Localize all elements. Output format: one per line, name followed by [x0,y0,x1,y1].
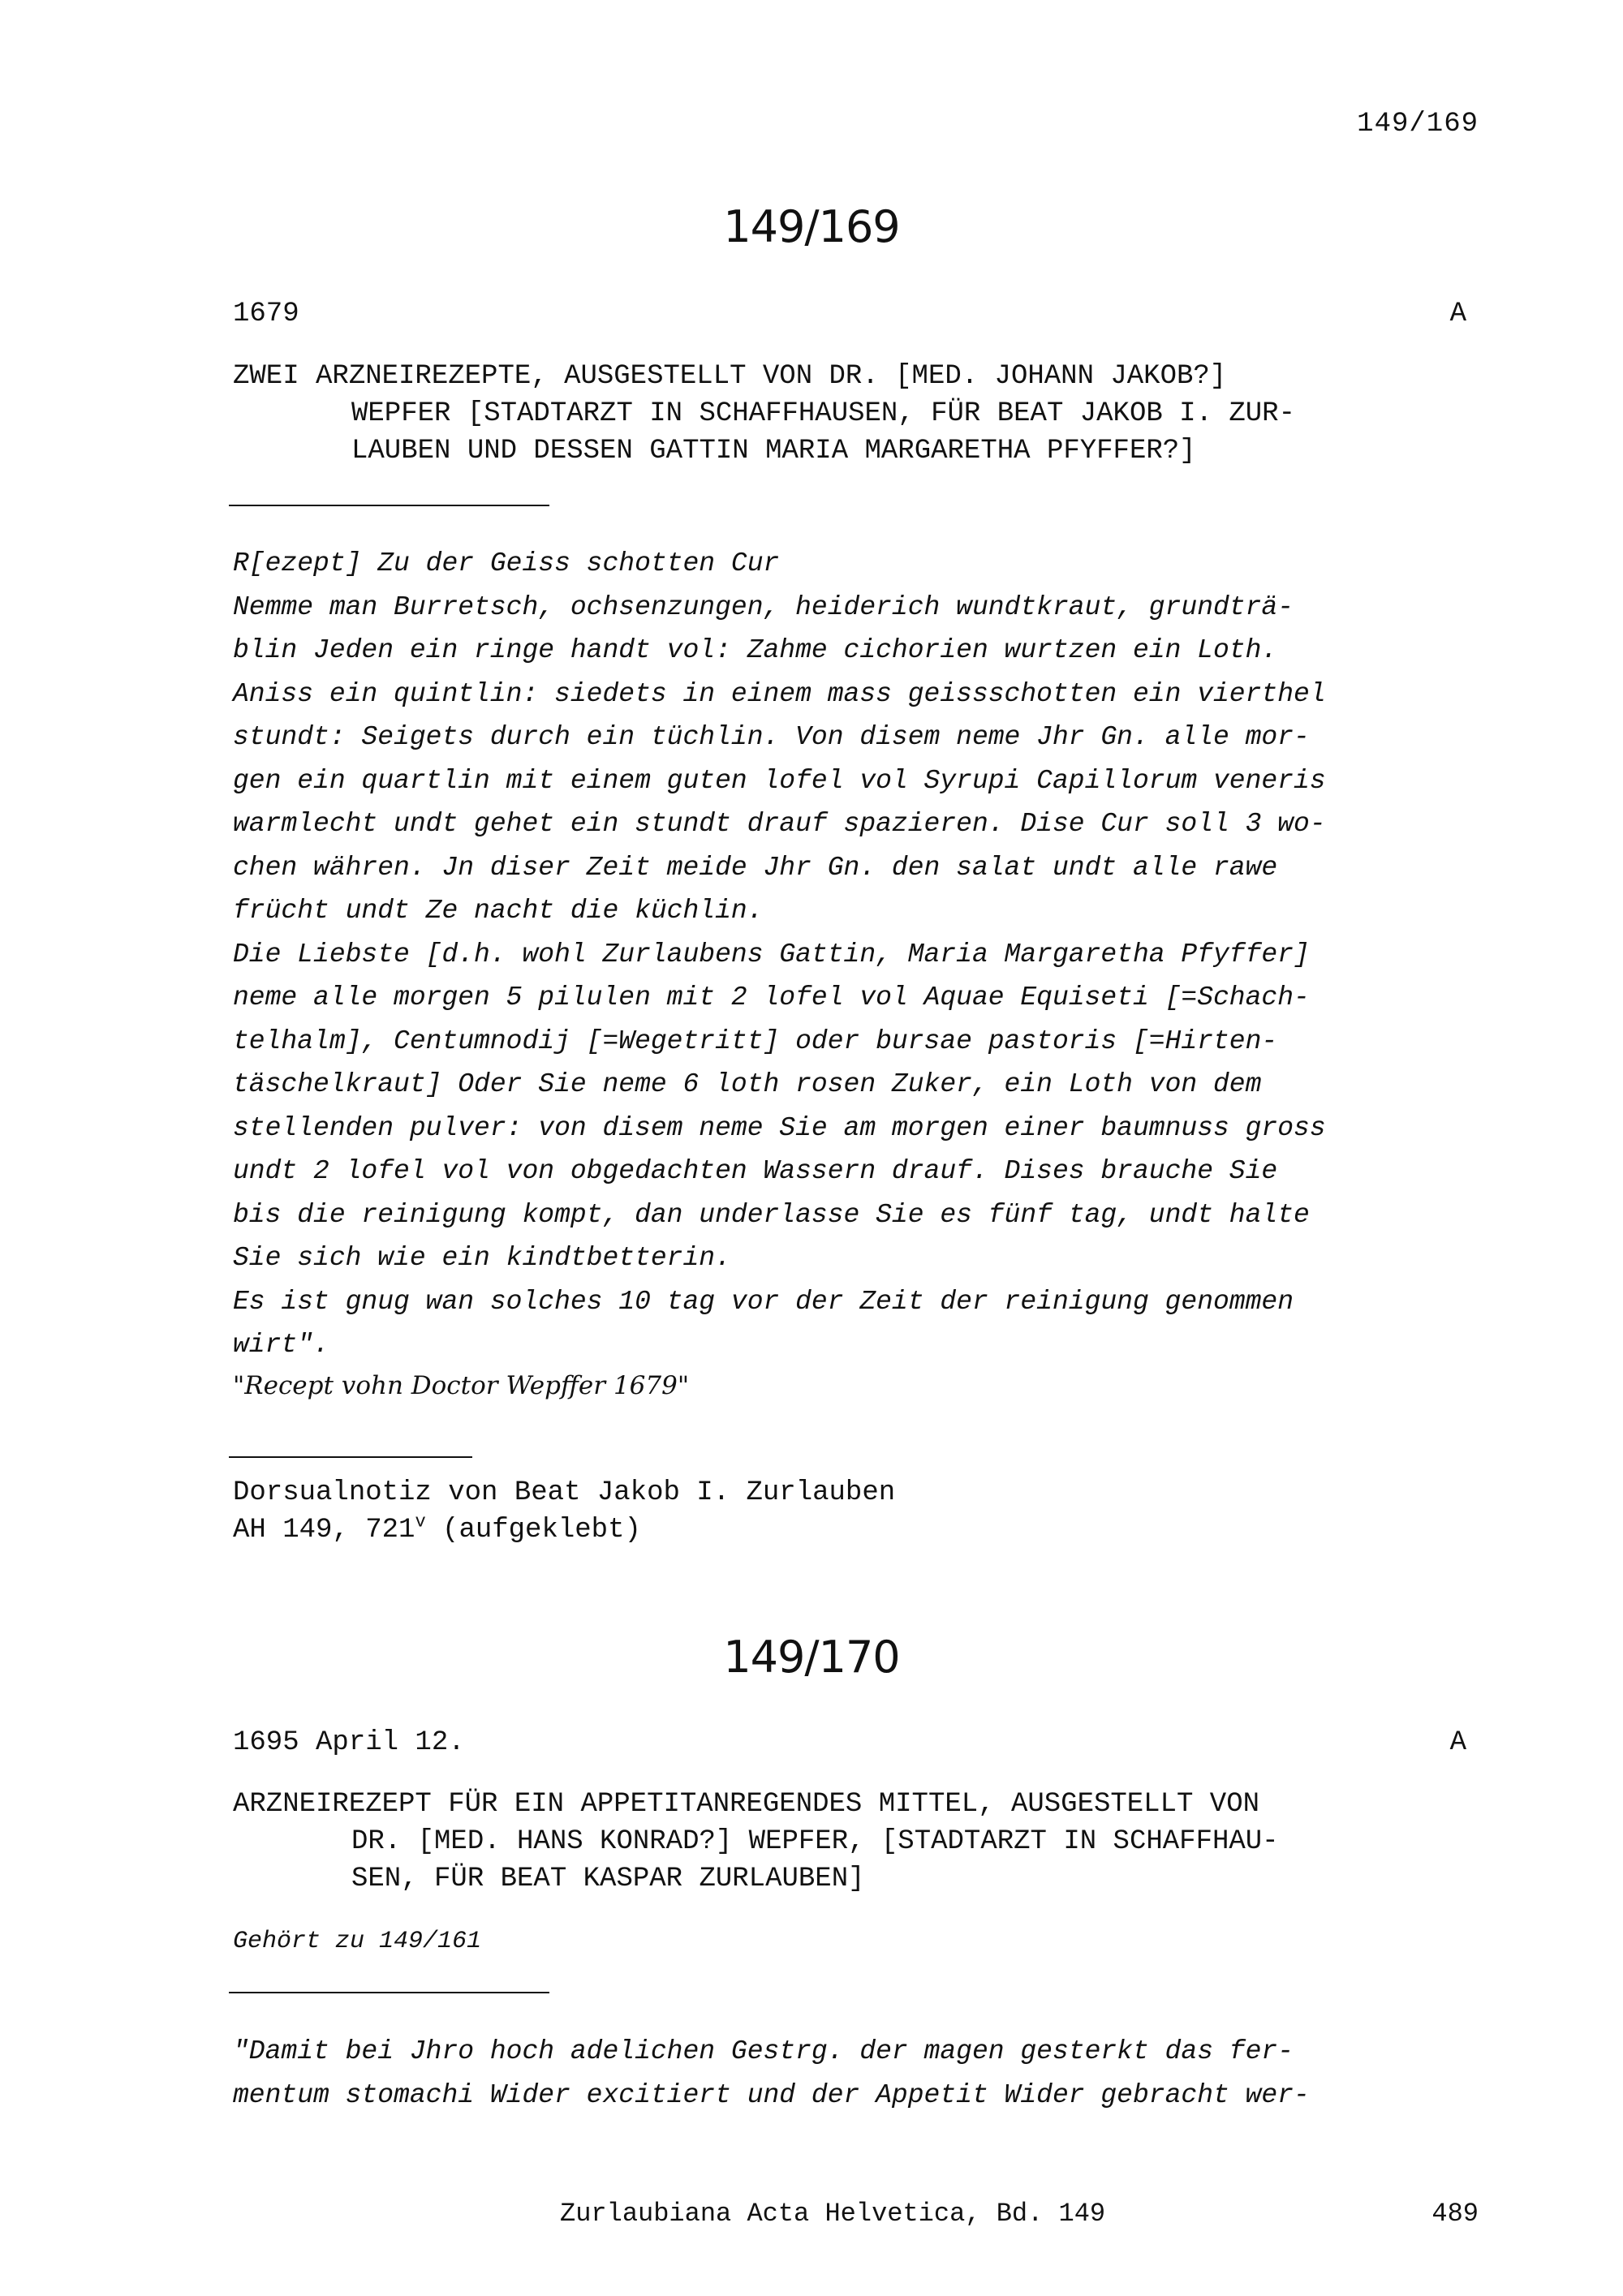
text-line: Aniss ein quintlin: siedets in einem mass geissschotten ein vierthel [233,678,1326,709]
text-line: Die Liebste [d.h. wohl Zurlaubens Gattin, Maria Margaretha Pfyffer] [233,939,1310,970]
cross-reference: Gehört zu 149/161 [233,1928,482,1955]
document-number: 149/169 [723,201,900,252]
title-line: ZWEI ARZNEIREZEPTE, AUSGESTELLT VON DR. [MED. JOHANN JAKOB?] [233,361,1227,392]
text-line: neme alle morgen 5 pilulen mit 2 lofel vol Aquae Equiseti [=Schach- [233,982,1310,1013]
text-line: R[ezept] Zu der Geiss schotten Cur [233,548,780,578]
text-line: Sie sich wie ein kindtbetterin. [233,1243,731,1273]
page-number: 489 [1431,2199,1479,2229]
note-line: Dorsualnotiz von Beat Jakob I. Zurlauben [233,1477,896,1508]
text-line: chen währen. Jn diser Zeit meide Jhr Gn. den salat undt alle rawe [233,852,1278,883]
footer-series: Zurlaubiana Acta Helvetica, Bd. 149 [560,2199,1106,2229]
text-line: gen ein quartlin mit einem guten lofel vol Syrupi Capillorum veneris [233,765,1326,796]
text-line: stellenden pulver: von disem neme Sie am morgen einer baumnuss gross [233,1112,1326,1143]
text-line: wirt". [233,1330,329,1360]
dorsal-note [233,1474,895,1549]
text-line: telhalm], Centumnodij [=Wegetritt] oder bursae pastoris [=Hirten- [233,1025,1278,1056]
archive-ref-suffix: (aufgeklebt) [425,1515,641,1546]
title-line: DR. [MED. HANS KONRAD?] WEPFER, [STADTARZT IN SCHAFFHAU- [351,1826,1279,1857]
footnote-divider [229,1456,472,1458]
text-line: täschelkraut] Oder Sie neme 6 loth rosen Zuker, ein Loth von dem [233,1069,1262,1099]
text-line: stundt: Seigets durch ein tüchlin. Von disem neme Jhr Gn. alle mor- [233,722,1310,752]
text-line: "Damit bei Jhro hoch adelichen Gestrg. der magen gesterkt das fer- [233,2036,1294,2066]
document-title [233,358,1483,470]
text-line: Nemme man Burretsch, ochsenzungen, heiderich wundtkraut, grundträ- [233,591,1294,622]
archive-ref-text: AH 149, 721 [233,1515,415,1546]
title-line: ARZNEIREZEPT FÜR EIN APPETITANREGENDES MITTEL, AUSGESTELLT VON [233,1789,1260,1820]
text-line: Es ist gnug wan solches 10 tag vor der Zeit der reinigung genommen [233,1286,1294,1317]
document-mark: A [1449,1727,1466,1758]
title-line: LAUBEN UND DESSEN GATTIN MARIA MARGARETHA PFYFFER?] [351,436,1196,467]
document-dateline [233,1727,1466,1758]
archive-reference [233,1511,895,1549]
recipe-text [233,2030,1499,2117]
document-dateline [233,299,1466,329]
title-line: WEPFER [STADTARZT IN SCHAFFHAUSEN, FÜR BEAT JAKOB I. ZUR- [351,398,1295,429]
recipe-text [233,542,1499,1367]
document-title [233,1786,1483,1898]
document-date: 1679 [233,299,299,329]
document-number: 149/170 [723,1632,900,1683]
section-divider [229,505,549,506]
text-line: frücht undt Ze nacht die küchlin. [233,896,764,926]
section-divider [229,1992,549,1993]
running-header: 149/169 [1357,109,1479,140]
dorsal-quote: "Recept vohn Doctor Wepffer 1679" [233,1371,690,1400]
text-line: bis die reinigung kompt, dan underlasse Sie es fünf tag, undt halte [233,1199,1310,1230]
text-line: undt 2 lofel vol von obgedachten Wassern drauf. Dises brauche Sie [233,1156,1278,1186]
document-mark: A [1449,299,1466,329]
text-line: mentum stomachi Wider excitiert und der Appetit Wider gebracht wer- [233,2079,1310,2110]
verso-mark: v [415,1511,426,1533]
text-line: blin Jeden ein ringe handt vol: Zahme cichorien wurtzen ein Loth. [233,635,1278,665]
document-date: 1695 April 12. [233,1727,465,1758]
text-line: warmlecht undt gehet ein stundt drauf spazieren. Dise Cur soll 3 wo- [233,809,1326,839]
title-line: SEN, FÜR BEAT KASPAR ZURLAUBEN] [351,1864,865,1894]
